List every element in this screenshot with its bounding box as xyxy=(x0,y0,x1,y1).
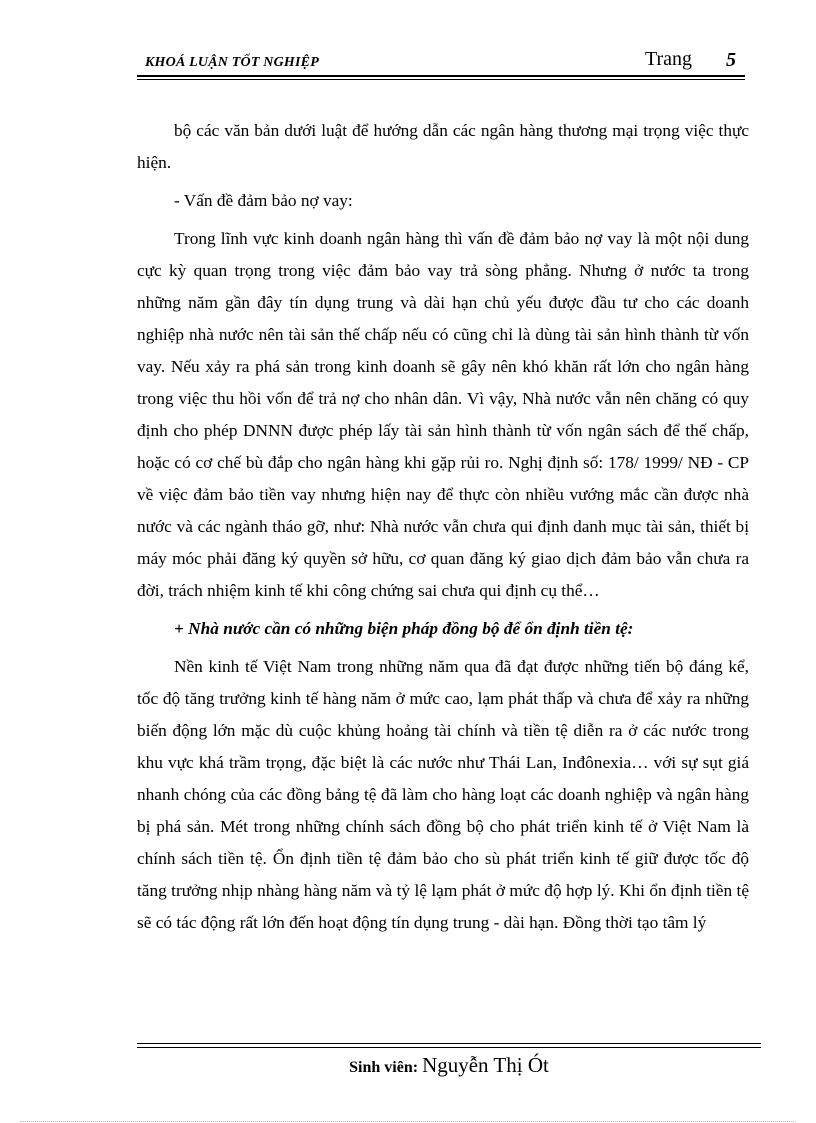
page-footer xyxy=(137,1043,761,1093)
paragraph-continuation: bộ các văn bản dưới luật để hướng dẫn các ngân hàng thương mại trọng việc thực hiện. xyxy=(137,121,749,172)
student-name: Nguyễn Thị Ót xyxy=(422,1053,549,1077)
student-label: Sinh viên xyxy=(349,1059,413,1076)
paragraph-monetary-stability: Nền kinh tế Việt Nam trong những năm qua đã đạt được những tiến bộ đáng kể, tốc độ tăng trưởng kinh tế hàng năm ở mức cao, lạm phát thấp và chưa để xảy ra những biến động lớn mặc dù cuộc khủng hoảng tài chính và tiền tệ diễn ra ở các nước trong khu vực khá trầm trọng, đặc biệt là các nước như Thái Lan, Inđônexia… với sự sụt giá nhanh chóng của các đồng bảng tệ đã làm cho hàng loạt các doanh nghiệp và ngân hàng bị phá sản. Mét trong những chính sách đồng bộ cho phát triển kinh tế ở Việt Nam là chính sách tiền tệ. Ổn định tiền tệ đảm bảo cho sù phát triển kinh tế giữ được tốc độ tăng trưởng nhịp nhàng hàng năm và tỷ lệ lạm phát ở mức độ hợp lý. Khi ổn định tiền tệ sẽ có tác động rất lớn đến hoạt động tín dụng trung - dài hạn. Đồng thời tạo tâm lý xyxy=(137,657,749,932)
document-title: KHOÁ LUẬN TỐT NGHIỆP xyxy=(145,55,319,70)
body-text xyxy=(137,115,749,939)
student-label-separator: : xyxy=(412,1059,423,1076)
header-rule xyxy=(137,75,745,77)
header-rule-secondary xyxy=(137,79,745,80)
page-bottom-border xyxy=(20,1121,796,1122)
page-label: Trang xyxy=(645,48,693,70)
student-line xyxy=(137,1053,761,1078)
page-number: 5 xyxy=(726,49,736,71)
section-heading-monetary-stability: + Nhà nước cần có những biện pháp đồng bộ để ổn định tiền tệ: xyxy=(174,619,634,638)
footer-rule xyxy=(137,1043,761,1044)
page-header xyxy=(137,48,745,78)
subheading-loan-security: - Vấn đề đảm bảo nợ vay: xyxy=(174,191,353,210)
footer-rule-secondary xyxy=(137,1047,761,1048)
paragraph-loan-security: Trong lĩnh vực kinh doanh ngân hàng thì vấn đề đảm bảo nợ vay là một nội dung cực kỳ quan trọng trong việc đảm bảo vay trả sòng phẳng. Nhưng ở nước ta trong những năm gần đây tín dụng trung và dài hạn chủ yếu được đầu tư cho các doanh nghiệp nhà nước nên tài sản thế chấp nếu có cũng chỉ là dùng tài sản hình thành từ vốn vay. Nếu xảy ra phá sản trong kinh doanh sẽ gây nên khó khăn rất lớn cho ngân hàng trong việc thu hồi vốn để trả nợ cho nhân dân. Vì vậy, Nhà nước vẫn nên chăng có quy định cho phép DNNN được phép lấy tài sản hình thành từ vốn ngân sách để thế chấp, hoặc có cơ chế bù đắp cho ngân hàng khi gặp rủi ro. Nghị định số: 178/ 1999/ NĐ - CP về việc đảm bảo tiền vay nhưng hiện nay để thực còn nhiều vướng mắc cần được nhà nước và các ngành tháo gỡ, như: Nhà nước vẫn chưa qui định danh mục tài sản, thiết bị máy móc phải đăng ký quyền sở hữu, cơ quan đăng ký giao dịch đảm bảo vẫn chưa ra đời, trách nhiệm kinh tế khi công chứng sai chưa qui định cụ thể… xyxy=(137,229,749,600)
